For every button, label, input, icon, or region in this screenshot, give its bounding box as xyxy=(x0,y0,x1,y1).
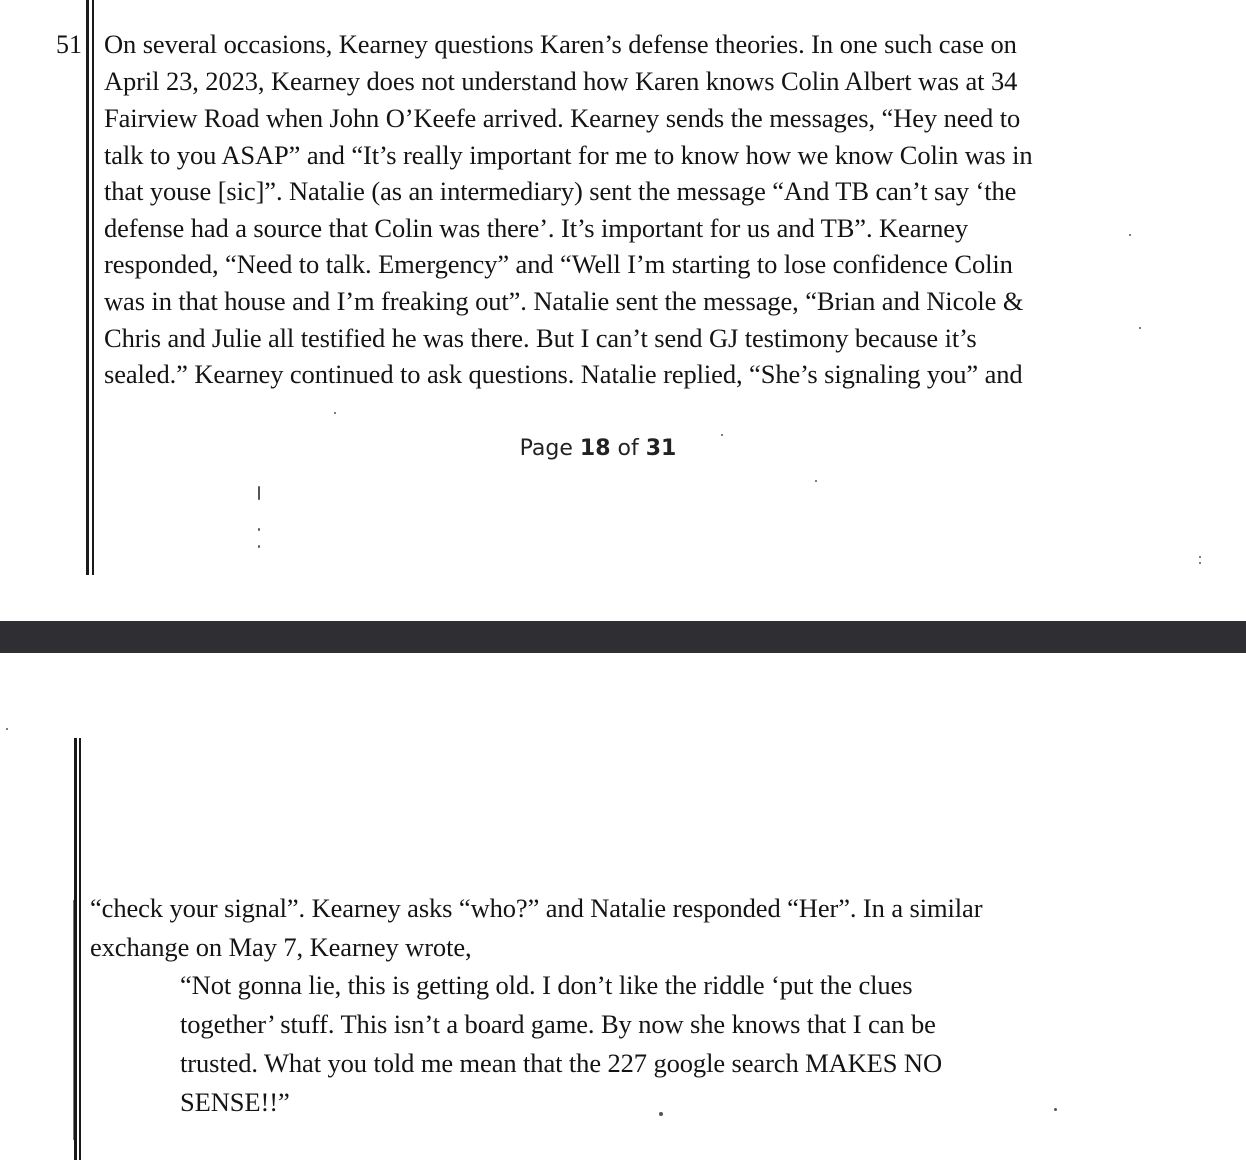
text-line: responded, “Need to talk. Emergency” and “Well I’m starting to lose confidence Colin xyxy=(104,249,1013,279)
quote-line: trusted. What you told me mean that the 227 google search MAKES NO xyxy=(180,1048,942,1078)
margin-rule-left-1 xyxy=(86,0,89,575)
scan-speck xyxy=(6,728,8,730)
text-line: Fairview Road when John O’Keefe arrived. Kearney sends the messages, “Hey need to xyxy=(104,103,1021,133)
scan-speck xyxy=(258,528,260,531)
text-line: exchange on May 7, Kearney wrote, xyxy=(90,932,472,962)
quote-line: together’ stuff. This isn’t a board game. By now she knows that I can be xyxy=(180,1009,936,1039)
page-number-footer xyxy=(0,436,1196,461)
scan-speck xyxy=(1199,562,1201,564)
quote-line: SENSE!!” xyxy=(180,1087,290,1117)
text-line: sealed.” Kearney continued to ask questions. Natalie replied, “She’s signaling you” and xyxy=(104,359,1023,389)
text-line: On several occasions, Kearney questions Karen’s defense theories. In one such case on xyxy=(104,29,1017,59)
page-current: 18 xyxy=(579,436,611,461)
text-line: “check your signal”. Kearney asks “who?” and Natalie responded “Her”. In a similar xyxy=(90,893,983,923)
scan-speck xyxy=(1199,556,1201,558)
page-total: 31 xyxy=(645,436,677,461)
margin-rule-left-2 xyxy=(92,0,94,575)
text-line: that youse [sic]”. Natalie (as an intermediary) sent the message “And TB can’t say ‘the xyxy=(104,176,1017,206)
scan-speck xyxy=(721,434,723,436)
margin-rule-left-2 xyxy=(79,738,81,1160)
page-label: Page xyxy=(519,436,580,461)
scan-speck xyxy=(1129,234,1131,236)
quote-line: “Not gonna lie, this is getting old. I don’t like the riddle ‘put the clues xyxy=(180,970,913,1000)
page-divider xyxy=(0,621,1246,653)
scan-speck xyxy=(1139,327,1141,329)
scan-speck xyxy=(258,545,260,548)
text-line: Chris and Julie all testified he was there. But I can’t send GJ testimony because it’s xyxy=(104,323,977,353)
text-line: defense had a source that Colin was there’. It’s important for us and TB”. Kearney xyxy=(104,213,969,243)
text-line: talk to you ASAP” and “It’s really important for me to know how we know Colin was in xyxy=(104,140,1033,170)
margin-rule-left-3 xyxy=(73,900,74,1140)
scan-speck xyxy=(1054,1108,1057,1111)
scan-speck xyxy=(815,480,817,482)
text-line: was in that house and I’m freaking out”. Natalie sent the message, “Brian and Nicole & xyxy=(104,286,1024,316)
scan-speck xyxy=(258,486,260,500)
scan-speck xyxy=(659,1112,663,1116)
margin-rule-left-1 xyxy=(74,738,77,1160)
page-of: of xyxy=(610,436,646,461)
scan-speck xyxy=(334,412,336,414)
text-line: April 23, 2023, Kearney does not understand how Karen knows Colin Albert was at 34 xyxy=(104,66,1018,96)
paragraph-number: 51 xyxy=(56,30,82,59)
